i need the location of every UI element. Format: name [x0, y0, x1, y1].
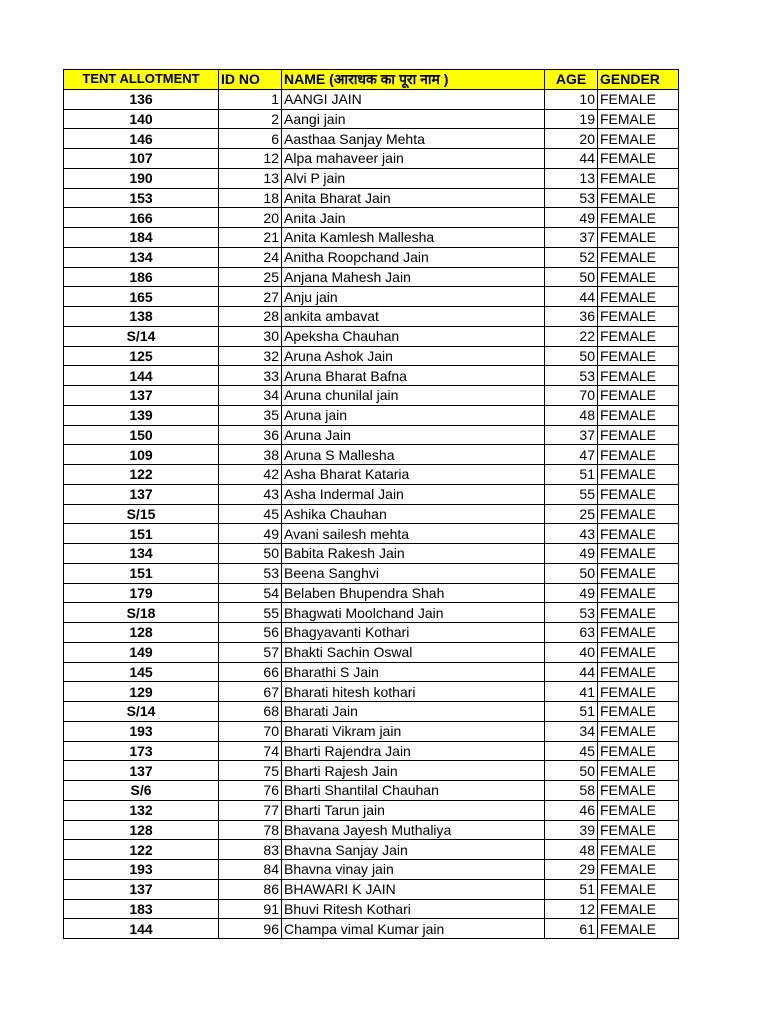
name-cell[interactable]: Asha Bharat Kataria	[282, 465, 545, 485]
id-no-cell[interactable]: 36	[219, 425, 282, 445]
age-cell[interactable]: 44	[545, 287, 598, 307]
id-no-cell[interactable]: 66	[219, 662, 282, 682]
age-cell[interactable]: 53	[545, 188, 598, 208]
name-cell[interactable]: Anita Bharat Jain	[282, 188, 545, 208]
id-no-cell[interactable]: 45	[219, 504, 282, 524]
name-cell[interactable]: Anitha Roopchand Jain	[282, 247, 545, 267]
tent-allotment-cell[interactable]: 137	[64, 761, 219, 781]
gender-cell[interactable]: FEMALE	[598, 800, 679, 820]
age-cell[interactable]: 49	[545, 544, 598, 564]
name-cell[interactable]: Champa vimal Kumar jain	[282, 919, 545, 939]
name-cell[interactable]: Bharti Shantilal Chauhan	[282, 781, 545, 801]
table-row	[64, 583, 679, 603]
age-cell[interactable]: 19	[545, 109, 598, 129]
name-cell[interactable]: Bhuvi Ritesh Kothari	[282, 899, 545, 919]
gender-cell[interactable]: FEMALE	[598, 721, 679, 741]
id-no-cell[interactable]: 43	[219, 484, 282, 504]
name-cell[interactable]: Alvi P jain	[282, 168, 545, 188]
id-no-cell[interactable]: 54	[219, 583, 282, 603]
gender-cell[interactable]: FEMALE	[598, 247, 679, 267]
name-cell[interactable]: AANGI JAIN	[282, 89, 545, 109]
table-row	[64, 247, 679, 267]
table-row	[64, 386, 679, 406]
age-cell[interactable]: 12	[545, 899, 598, 919]
table-row	[64, 188, 679, 208]
tent-allotment-cell[interactable]: 125	[64, 346, 219, 366]
gender-cell[interactable]: FEMALE	[598, 524, 679, 544]
table-row	[64, 524, 679, 544]
gender-cell[interactable]: FEMALE	[598, 129, 679, 149]
gender-cell[interactable]: FEMALE	[598, 781, 679, 801]
table-row	[64, 425, 679, 445]
tent-allotment-cell[interactable]: 149	[64, 642, 219, 662]
id-no-cell[interactable]: 84	[219, 860, 282, 880]
id-no-cell[interactable]: 50	[219, 544, 282, 564]
name-cell[interactable]: Asha Indermal Jain	[282, 484, 545, 504]
age-cell[interactable]: 47	[545, 445, 598, 465]
tent-allotment-cell[interactable]: S/14	[64, 326, 219, 346]
age-cell[interactable]: 25	[545, 504, 598, 524]
table-row	[64, 465, 679, 485]
gender-cell[interactable]: FEMALE	[598, 860, 679, 880]
gender-cell[interactable]: FEMALE	[598, 366, 679, 386]
header-id-no[interactable]: ID NO	[219, 70, 282, 90]
tent-allotment-cell[interactable]: 184	[64, 228, 219, 248]
table-row	[64, 682, 679, 702]
tent-allotment-cell[interactable]: S/15	[64, 504, 219, 524]
name-cell[interactable]: Avani sailesh mehta	[282, 524, 545, 544]
table-row	[64, 346, 679, 366]
id-no-cell[interactable]: 96	[219, 919, 282, 939]
gender-cell[interactable]: FEMALE	[598, 465, 679, 485]
tent-allotment-cell[interactable]: 107	[64, 149, 219, 169]
table-row	[64, 129, 679, 149]
tent-allotment-cell[interactable]: 151	[64, 563, 219, 583]
age-cell[interactable]: 51	[545, 879, 598, 899]
table-row	[64, 168, 679, 188]
age-cell[interactable]: 40	[545, 642, 598, 662]
id-no-cell[interactable]: 67	[219, 682, 282, 702]
id-no-cell[interactable]: 91	[219, 899, 282, 919]
tent-allotment-cell[interactable]: 193	[64, 860, 219, 880]
table-header	[64, 70, 679, 90]
name-cell[interactable]: Bharati hitesh kothari	[282, 682, 545, 702]
age-cell[interactable]: 48	[545, 840, 598, 860]
tent-allotment-cell[interactable]: 128	[64, 820, 219, 840]
gender-cell[interactable]: FEMALE	[598, 899, 679, 919]
id-no-cell[interactable]: 25	[219, 267, 282, 287]
id-no-cell[interactable]: 83	[219, 840, 282, 860]
name-cell[interactable]: Anju jain	[282, 287, 545, 307]
table-row	[64, 800, 679, 820]
name-cell[interactable]: Aruna Ashok Jain	[282, 346, 545, 366]
id-no-cell[interactable]: 32	[219, 346, 282, 366]
age-cell[interactable]: 36	[545, 307, 598, 327]
age-cell[interactable]: 70	[545, 386, 598, 406]
tent-allotment-cell[interactable]: 132	[64, 800, 219, 820]
tent-allotment-cell[interactable]: 179	[64, 583, 219, 603]
gender-cell[interactable]: FEMALE	[598, 326, 679, 346]
age-cell[interactable]: 50	[545, 563, 598, 583]
id-no-cell[interactable]: 38	[219, 445, 282, 465]
id-no-cell[interactable]: 12	[219, 149, 282, 169]
name-cell[interactable]: Bhavna Sanjay Jain	[282, 840, 545, 860]
id-no-cell[interactable]: 86	[219, 879, 282, 899]
id-no-cell[interactable]: 35	[219, 405, 282, 425]
gender-cell[interactable]: FEMALE	[598, 267, 679, 287]
age-cell[interactable]: 51	[545, 465, 598, 485]
age-cell[interactable]: 51	[545, 702, 598, 722]
name-cell[interactable]: Anjana Mahesh Jain	[282, 267, 545, 287]
tent-allotment-cell[interactable]: 144	[64, 366, 219, 386]
age-cell[interactable]: 10	[545, 89, 598, 109]
table-row	[64, 504, 679, 524]
name-cell[interactable]: Beena Sanghvi	[282, 563, 545, 583]
name-cell[interactable]: ankita ambavat	[282, 307, 545, 327]
age-cell[interactable]: 37	[545, 425, 598, 445]
tent-allotment-cell[interactable]: 146	[64, 129, 219, 149]
gender-cell[interactable]: FEMALE	[598, 820, 679, 840]
table-row	[64, 899, 679, 919]
id-no-cell[interactable]: 70	[219, 721, 282, 741]
id-no-cell[interactable]: 27	[219, 287, 282, 307]
tent-allotment-cell[interactable]: 190	[64, 168, 219, 188]
tent-allotment-cell[interactable]: 134	[64, 247, 219, 267]
table-row	[64, 109, 679, 129]
id-no-cell[interactable]: 24	[219, 247, 282, 267]
id-no-cell[interactable]: 53	[219, 563, 282, 583]
gender-cell[interactable]: FEMALE	[598, 287, 679, 307]
table-row	[64, 642, 679, 662]
name-cell[interactable]: Aruna chunilal jain	[282, 386, 545, 406]
table-row	[64, 603, 679, 623]
id-no-cell[interactable]: 34	[219, 386, 282, 406]
gender-cell[interactable]: FEMALE	[598, 840, 679, 860]
tent-allotment-cell[interactable]: 144	[64, 919, 219, 939]
tent-allotment-cell[interactable]: 140	[64, 109, 219, 129]
name-cell[interactable]: BHAWARI K JAIN	[282, 879, 545, 899]
gender-cell[interactable]: FEMALE	[598, 425, 679, 445]
table-row	[64, 781, 679, 801]
gender-cell[interactable]: FEMALE	[598, 228, 679, 248]
gender-cell[interactable]: FEMALE	[598, 504, 679, 524]
gender-cell[interactable]: FEMALE	[598, 919, 679, 939]
gender-cell[interactable]: FEMALE	[598, 484, 679, 504]
name-cell[interactable]: Ashika Chauhan	[282, 504, 545, 524]
age-cell[interactable]: 46	[545, 800, 598, 820]
gender-cell[interactable]: FEMALE	[598, 642, 679, 662]
age-cell[interactable]: 49	[545, 208, 598, 228]
table-row	[64, 563, 679, 583]
table-row	[64, 366, 679, 386]
age-cell[interactable]: 50	[545, 267, 598, 287]
name-cell[interactable]: Bharti Rajesh Jain	[282, 761, 545, 781]
id-no-cell[interactable]: 74	[219, 741, 282, 761]
age-cell[interactable]: 39	[545, 820, 598, 840]
name-cell[interactable]: Anita Jain	[282, 208, 545, 228]
name-cell[interactable]: Bhakti Sachin Oswal	[282, 642, 545, 662]
name-cell[interactable]: Babita Rakesh Jain	[282, 544, 545, 564]
gender-cell[interactable]: FEMALE	[598, 149, 679, 169]
tent-allotment-cell[interactable]: 137	[64, 484, 219, 504]
tent-allotment-cell[interactable]: 165	[64, 287, 219, 307]
table-row	[64, 741, 679, 761]
header-age[interactable]: AGE	[545, 70, 598, 90]
table-row	[64, 544, 679, 564]
gender-cell[interactable]: FEMALE	[598, 702, 679, 722]
gender-cell[interactable]: FEMALE	[598, 168, 679, 188]
age-cell[interactable]: 50	[545, 346, 598, 366]
table-body	[64, 89, 679, 938]
tent-allotment-cell[interactable]: 139	[64, 405, 219, 425]
name-cell[interactable]: Apeksha Chauhan	[282, 326, 545, 346]
id-no-cell[interactable]: 2	[219, 109, 282, 129]
gender-cell[interactable]: FEMALE	[598, 563, 679, 583]
id-no-cell[interactable]: 1	[219, 89, 282, 109]
table-row	[64, 761, 679, 781]
table-row	[64, 860, 679, 880]
table-row	[64, 820, 679, 840]
id-no-cell[interactable]: 6	[219, 129, 282, 149]
id-no-cell[interactable]: 49	[219, 524, 282, 544]
table-row	[64, 721, 679, 741]
id-no-cell[interactable]: 13	[219, 168, 282, 188]
table-row	[64, 919, 679, 939]
header-name[interactable]: NAME (आराधक का पूरा नाम )	[282, 70, 545, 90]
tent-allotment-cell[interactable]: 129	[64, 682, 219, 702]
age-cell[interactable]: 49	[545, 583, 598, 603]
name-cell[interactable]: Aangi jain	[282, 109, 545, 129]
tent-allotment-cell[interactable]: 136	[64, 89, 219, 109]
gender-cell[interactable]: FEMALE	[598, 583, 679, 603]
id-no-cell[interactable]: 28	[219, 307, 282, 327]
tent-allotment-cell[interactable]: 145	[64, 662, 219, 682]
name-cell[interactable]: Bhagwati Moolchand Jain	[282, 603, 545, 623]
age-cell[interactable]: 53	[545, 603, 598, 623]
tent-allotment-cell[interactable]: S/14	[64, 702, 219, 722]
name-cell[interactable]: Bharathi S Jain	[282, 662, 545, 682]
name-cell[interactable]: Belaben Bhupendra Shah	[282, 583, 545, 603]
table-row	[64, 662, 679, 682]
gender-cell[interactable]: FEMALE	[598, 761, 679, 781]
gender-cell[interactable]: FEMALE	[598, 445, 679, 465]
name-cell[interactable]: Anita Kamlesh Mallesha	[282, 228, 545, 248]
tent-allotment-cell[interactable]: S/6	[64, 781, 219, 801]
tent-allotment-cell[interactable]: 183	[64, 899, 219, 919]
gender-cell[interactable]: FEMALE	[598, 741, 679, 761]
id-no-cell[interactable]: 77	[219, 800, 282, 820]
age-cell[interactable]: 55	[545, 484, 598, 504]
header-gender[interactable]: GENDER	[598, 70, 679, 90]
name-cell[interactable]: Bhavana Jayesh Muthaliya	[282, 820, 545, 840]
table-row	[64, 208, 679, 228]
table-row	[64, 702, 679, 722]
tent-allotment-cell[interactable]: 134	[64, 544, 219, 564]
gender-cell[interactable]: FEMALE	[598, 386, 679, 406]
tent-allotment-cell[interactable]: 151	[64, 524, 219, 544]
gender-cell[interactable]: FEMALE	[598, 544, 679, 564]
gender-cell[interactable]: FEMALE	[598, 405, 679, 425]
name-cell[interactable]: Bharati Vikram jain	[282, 721, 545, 741]
header-tent-allotment[interactable]: TENT ALLOTMENT	[64, 70, 219, 90]
tent-allotment-cell[interactable]: 122	[64, 465, 219, 485]
tent-allotment-cell[interactable]: 137	[64, 386, 219, 406]
age-cell[interactable]: 63	[545, 623, 598, 643]
age-cell[interactable]: 43	[545, 524, 598, 544]
tent-allotment-cell[interactable]: 166	[64, 208, 219, 228]
id-no-cell[interactable]: 78	[219, 820, 282, 840]
gender-cell[interactable]: FEMALE	[598, 188, 679, 208]
gender-cell[interactable]: FEMALE	[598, 307, 679, 327]
table-row	[64, 484, 679, 504]
table-row	[64, 623, 679, 643]
tent-allotment-cell[interactable]: 193	[64, 721, 219, 741]
name-cell[interactable]: Bharti Rajendra Jain	[282, 741, 545, 761]
table-row	[64, 445, 679, 465]
table-row	[64, 89, 679, 109]
id-no-cell[interactable]: 68	[219, 702, 282, 722]
gender-cell[interactable]: FEMALE	[598, 662, 679, 682]
age-cell[interactable]: 34	[545, 721, 598, 741]
age-cell[interactable]: 37	[545, 228, 598, 248]
age-cell[interactable]: 22	[545, 326, 598, 346]
name-cell[interactable]: Alpa mahaveer jain	[282, 149, 545, 169]
allotment-table	[63, 69, 679, 939]
name-cell[interactable]: Bharti Tarun jain	[282, 800, 545, 820]
tent-allotment-cell[interactable]: 109	[64, 445, 219, 465]
id-no-cell[interactable]: 18	[219, 188, 282, 208]
name-cell[interactable]: Aasthaa Sanjay Mehta	[282, 129, 545, 149]
name-cell[interactable]: Bhavna vinay jain	[282, 860, 545, 880]
gender-cell[interactable]: FEMALE	[598, 109, 679, 129]
gender-cell[interactable]: FEMALE	[598, 89, 679, 109]
tent-allotment-cell[interactable]: 128	[64, 623, 219, 643]
name-cell[interactable]: Bhagyavanti Kothari	[282, 623, 545, 643]
age-cell[interactable]: 29	[545, 860, 598, 880]
age-cell[interactable]: 45	[545, 741, 598, 761]
table-row	[64, 149, 679, 169]
gender-cell[interactable]: FEMALE	[598, 208, 679, 228]
id-no-cell[interactable]: 75	[219, 761, 282, 781]
tent-allotment-cell[interactable]: 138	[64, 307, 219, 327]
name-cell[interactable]: Aruna jain	[282, 405, 545, 425]
table-row	[64, 307, 679, 327]
age-cell[interactable]: 52	[545, 247, 598, 267]
tent-allotment-cell[interactable]: 150	[64, 425, 219, 445]
table-row	[64, 287, 679, 307]
id-no-cell[interactable]: 42	[219, 465, 282, 485]
gender-cell[interactable]: FEMALE	[598, 682, 679, 702]
gender-cell[interactable]: FEMALE	[598, 879, 679, 899]
age-cell[interactable]: 61	[545, 919, 598, 939]
age-cell[interactable]: 44	[545, 149, 598, 169]
id-no-cell[interactable]: 57	[219, 642, 282, 662]
id-no-cell[interactable]: 20	[219, 208, 282, 228]
table-row	[64, 879, 679, 899]
age-cell[interactable]: 20	[545, 129, 598, 149]
id-no-cell[interactable]: 55	[219, 603, 282, 623]
table-row	[64, 840, 679, 860]
gender-cell[interactable]: FEMALE	[598, 623, 679, 643]
tent-allotment-cell[interactable]: 153	[64, 188, 219, 208]
table-row	[64, 228, 679, 248]
age-cell[interactable]: 44	[545, 662, 598, 682]
age-cell[interactable]: 13	[545, 168, 598, 188]
header-row	[64, 70, 679, 90]
gender-cell[interactable]: FEMALE	[598, 603, 679, 623]
tent-allotment-cell[interactable]: 137	[64, 879, 219, 899]
age-cell[interactable]: 50	[545, 761, 598, 781]
id-no-cell[interactable]: 30	[219, 326, 282, 346]
tent-allotment-cell[interactable]: 186	[64, 267, 219, 287]
gender-cell[interactable]: FEMALE	[598, 346, 679, 366]
name-cell[interactable]: Bharati Jain	[282, 702, 545, 722]
id-no-cell[interactable]: 56	[219, 623, 282, 643]
id-no-cell[interactable]: 21	[219, 228, 282, 248]
age-cell[interactable]: 41	[545, 682, 598, 702]
table-row	[64, 267, 679, 287]
table-row	[64, 405, 679, 425]
tent-allotment-cell[interactable]: S/18	[64, 603, 219, 623]
age-cell[interactable]: 58	[545, 781, 598, 801]
name-cell[interactable]: Aruna Bharat Bafna	[282, 366, 545, 386]
id-no-cell[interactable]: 76	[219, 781, 282, 801]
age-cell[interactable]: 53	[545, 366, 598, 386]
tent-allotment-cell[interactable]: 122	[64, 840, 219, 860]
table-row	[64, 326, 679, 346]
tent-allotment-cell[interactable]: 173	[64, 741, 219, 761]
name-cell[interactable]: Aruna S Mallesha	[282, 445, 545, 465]
name-cell[interactable]: Aruna Jain	[282, 425, 545, 445]
age-cell[interactable]: 48	[545, 405, 598, 425]
id-no-cell[interactable]: 33	[219, 366, 282, 386]
